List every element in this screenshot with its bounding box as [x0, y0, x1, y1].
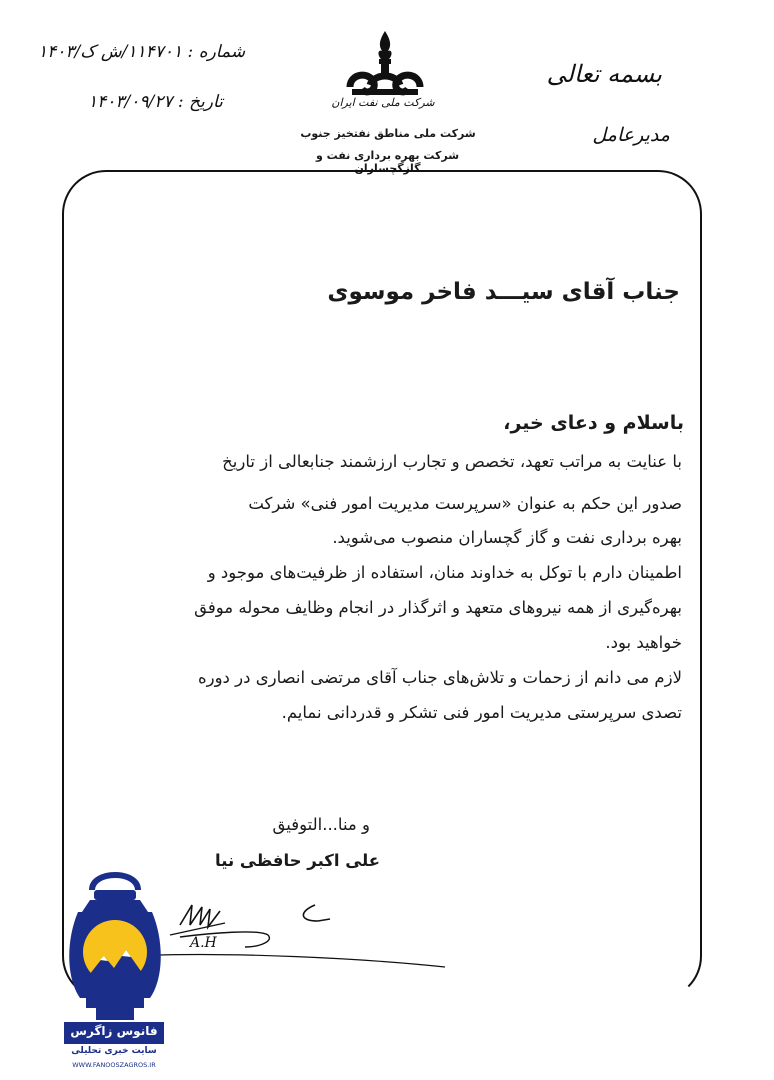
body-line: با عنایت به مراتب تعهد، تخصص و تجارب ارزشمند جنابعالی از تاریخ	[222, 452, 682, 471]
signature-icon	[150, 895, 450, 975]
body-line: تصدی سرپرستی مدیریت امور فنی تشکر و قدردانی نمایم.	[281, 703, 682, 722]
body-line: خواهید بود.	[605, 633, 682, 652]
body-line: اطمینان دارم با توکل به خداوند منان، استفاده از ظرفیت‌های موجود و	[207, 563, 682, 582]
company-name-line1: شرکت ملی مناطق نفتخیز جنوب	[300, 127, 476, 140]
recipient-title: جناب آقای سیـــد فاخر موسوی	[327, 279, 680, 305]
signature-initials: A.H	[190, 935, 217, 951]
badge-subtitle: سایت خبری تحلیلی	[71, 1046, 157, 1056]
ceo-note: مدیرعامل	[592, 124, 670, 146]
body-line: بهره برداری نفت و گاز گچساران منصوب می‌شوید.	[332, 528, 682, 547]
basmala-text: بسمه تعالی	[546, 60, 662, 88]
body-line: بهره‌گیری از همه نیروهای متعهد و اثرگذار در انجام وظایف محوله موفق	[194, 598, 682, 617]
company-name-line2: شرکت بهره برداری نفت و گازگچساران	[315, 149, 460, 175]
body-line: لازم می دانم از زحمات و تلاش‌های جناب آقای مرتضی انصاری در دوره	[197, 668, 682, 687]
body-line: صدور این حکم به عنوان «سرپرست مدیریت امور فنی» شرکت	[248, 494, 682, 513]
closing-phrase: و منا...التوفیق	[272, 815, 370, 834]
greeting: باسلام و دعای خیر،	[503, 412, 684, 434]
signer-name: علی اکبر حافظی نیا	[215, 851, 380, 870]
company-script-name: شرکت ملی نفت ایران	[331, 96, 435, 109]
letter-date: تاریخ : ۱۴۰۳/۰۹/۲۷	[88, 92, 223, 112]
badge-title: فانوس زاگرس	[70, 1024, 158, 1038]
letter-number: شماره : ۱۱۴۷۰۱/ش ک/۱۴۰۳	[38, 42, 246, 62]
nioc-logo-icon	[330, 25, 440, 125]
badge-url: WWW.FANOOSZAGROS.IR	[72, 1061, 156, 1069]
